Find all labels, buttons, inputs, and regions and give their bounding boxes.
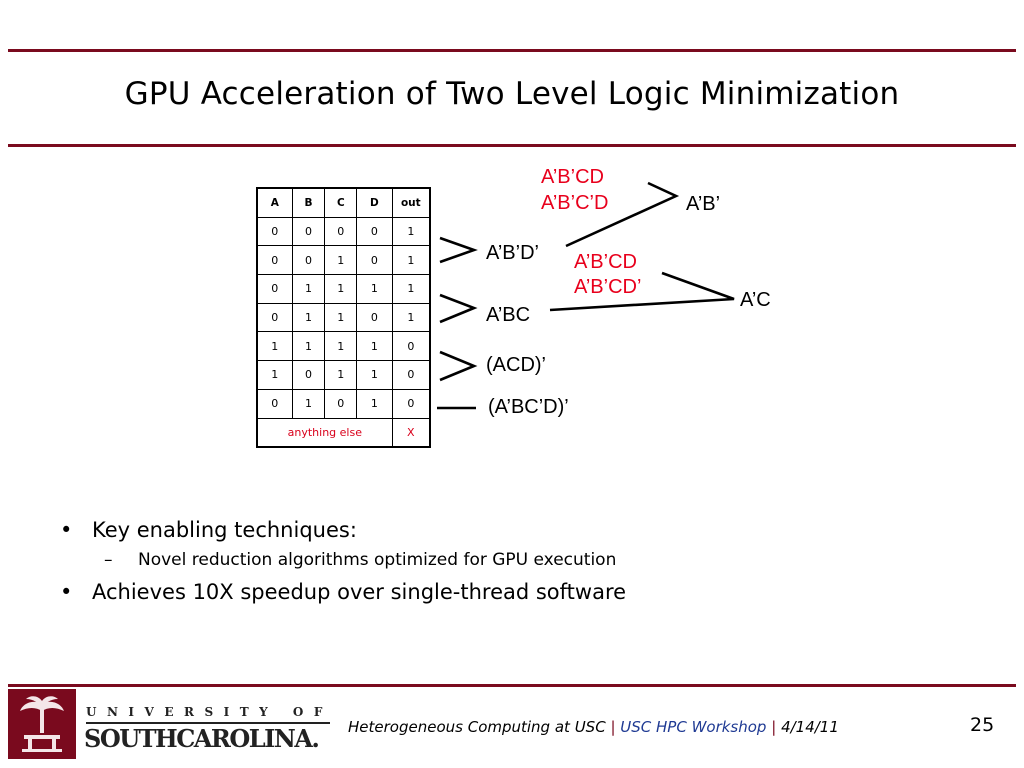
bullet-text: Achieves 10X speedup over single-thread software (92, 580, 627, 604)
cell-out: 1 (392, 217, 430, 246)
cell-c: 1 (325, 246, 357, 275)
cell-d: 1 (357, 332, 392, 361)
cell-c: 1 (325, 332, 357, 361)
footer-rule (8, 684, 1016, 687)
cell-d: 0 (357, 246, 392, 275)
bracket-rows-5-6 (440, 352, 474, 380)
cell-out: 1 (392, 246, 430, 275)
cell-a: 0 (257, 246, 292, 275)
pair2-term-1: A’B’CD (574, 251, 637, 273)
footer-separator: | (605, 718, 621, 736)
sub-bullet-item (60, 550, 960, 570)
cell-b: 0 (292, 246, 325, 275)
page-number: 25 (970, 714, 995, 736)
col-header-d: D (357, 188, 392, 217)
cell-d: 0 (357, 217, 392, 246)
pair2-result: A’C (740, 289, 771, 311)
pair1-term-2: A’B’C’D (541, 192, 609, 214)
bullet-text: Key enabling techniques: (92, 518, 357, 542)
cell-d: 1 (357, 275, 392, 304)
cell-out: 1 (392, 303, 430, 332)
cell-b: 1 (292, 332, 325, 361)
bracket-rows-3-4 (440, 295, 474, 322)
cell-a: 1 (257, 361, 292, 390)
cell-out: 0 (392, 389, 430, 418)
footer-part-2: USC HPC Workshop (620, 718, 767, 736)
bullet-list (60, 518, 960, 612)
cell-d: 1 (357, 389, 392, 418)
anything-else-label: anything else (257, 418, 392, 447)
bullet-item (60, 518, 960, 542)
pair1-result: A’B’ (686, 193, 721, 215)
footer-text (348, 718, 839, 736)
cell-c: 0 (325, 217, 357, 246)
cell-out: 1 (392, 275, 430, 304)
cell-a: 0 (257, 217, 292, 246)
university-name-bottom: SOUTHCAROLINA. (84, 724, 319, 753)
cell-d: 0 (357, 303, 392, 332)
bullet-glyph: • (60, 518, 73, 542)
pair2-term-2: A’B’CD’ (574, 276, 642, 298)
cell-out: 0 (392, 332, 430, 361)
cell-c: 0 (325, 389, 357, 418)
cell-a: 0 (257, 275, 292, 304)
bullet-item (60, 580, 960, 604)
cell-d: 1 (357, 361, 392, 390)
dash-glyph: – (104, 550, 113, 570)
cell-b: 0 (292, 361, 325, 390)
col-header-b: B (292, 188, 325, 217)
university-name-top: UNIVERSITY OF (86, 705, 333, 719)
university-seal-logo (8, 689, 76, 759)
level1-term-2: A’BC (486, 304, 531, 326)
cell-a: 0 (257, 389, 292, 418)
bullet-glyph: • (60, 580, 73, 604)
cell-b: 1 (292, 275, 325, 304)
level1-term-4: (A’BC’D)’ (488, 396, 569, 418)
cell-a: 0 (257, 303, 292, 332)
pair1-term-1: A’B’CD (541, 166, 604, 188)
cell-b: 0 (292, 217, 325, 246)
cell-b: 1 (292, 389, 325, 418)
level1-term-1: A’B’D’ (486, 242, 539, 264)
col-header-c: C (325, 188, 357, 217)
level1-term-3: (ACD)’ (486, 354, 546, 376)
sub-bullet-text: Novel reduction algorithms optimized for GPU execution (138, 550, 617, 570)
cell-b: 1 (292, 303, 325, 332)
cell-a: 1 (257, 332, 292, 361)
cell-out: 0 (392, 361, 430, 390)
footer-part-1: Heterogeneous Computing at USC (348, 718, 606, 736)
slide-title: GPU Acceleration of Two Level Logic Minimization (124, 76, 900, 112)
col-header-out: out (392, 188, 430, 217)
footer-part-3: 4/14/11 (781, 718, 839, 736)
col-header-a: A (257, 188, 292, 217)
cell-c: 1 (325, 275, 357, 304)
cell-c: 1 (325, 361, 357, 390)
footer-separator: | (766, 718, 782, 736)
anything-else-value: X (392, 418, 430, 447)
bracket-rows-1-2 (440, 238, 474, 262)
palmetto-icon (8, 689, 76, 759)
cell-c: 1 (325, 303, 357, 332)
